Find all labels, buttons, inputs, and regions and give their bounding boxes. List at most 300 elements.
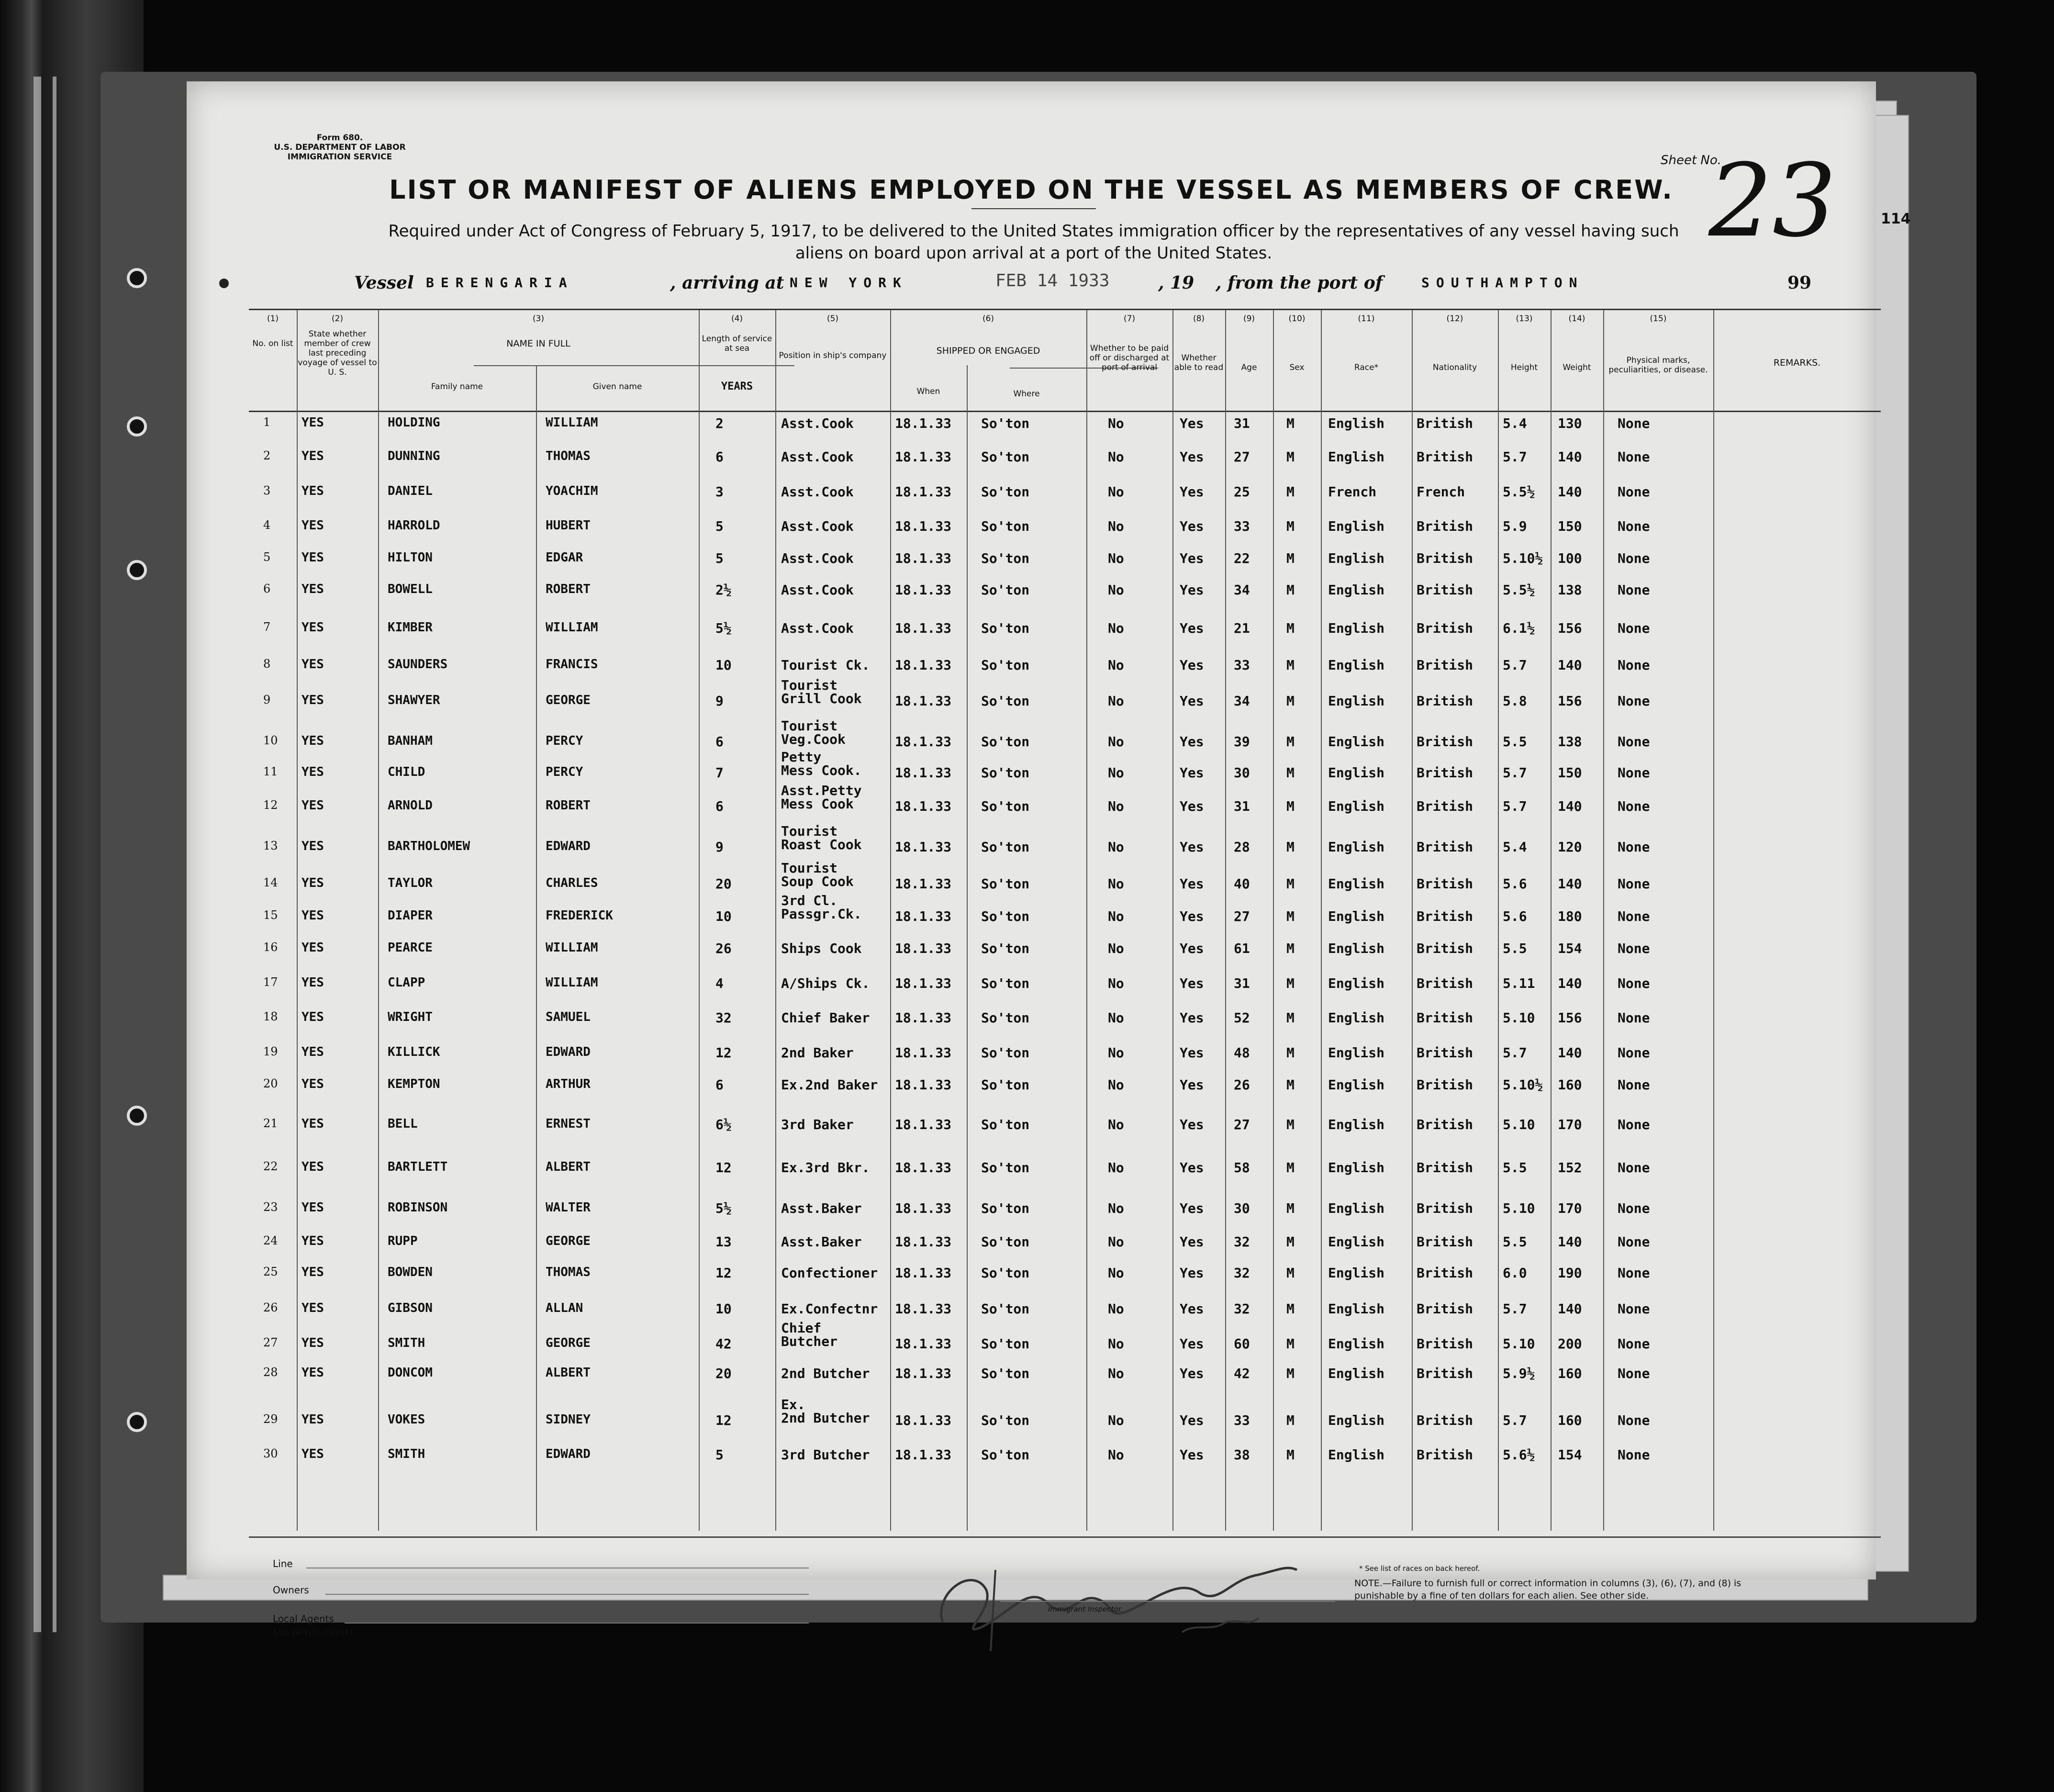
shipped-where-cell: So'ton <box>981 1010 1030 1026</box>
inspector-label: Immigrant Inspector. <box>1048 1605 1123 1613</box>
given-name-cell: SAMUEL <box>546 1010 591 1024</box>
weight-cell: 140 <box>1558 1045 1582 1061</box>
row-number: 11 <box>263 765 278 778</box>
given-name-cell: GEORGE <box>546 693 591 707</box>
previous-voyage-cell: YES <box>301 1010 324 1024</box>
column-divider <box>1713 310 1714 1531</box>
nationality-cell: British <box>1417 734 1474 750</box>
previous-voyage-cell: YES <box>301 484 324 498</box>
shipped-where-cell: So'ton <box>981 1117 1030 1132</box>
height-cell: 5.8 <box>1503 693 1527 709</box>
name-subrule <box>474 365 794 366</box>
shipped-where-cell: So'ton <box>981 839 1030 855</box>
race-cell: English <box>1328 1366 1385 1381</box>
family-name-cell: ROBINSON <box>388 1200 448 1215</box>
shipped-when-cell: 18.1.33 <box>895 415 952 431</box>
age-cell: 32 <box>1234 1234 1250 1250</box>
row-number: 27 <box>263 1336 278 1349</box>
physical-marks-cell: None <box>1618 1010 1650 1026</box>
family-name-cell: BANHAM <box>388 734 433 748</box>
position-cell: 2nd Baker <box>781 1045 854 1061</box>
age-cell: 61 <box>1234 941 1250 956</box>
shipped-when-cell: 18.1.33 <box>895 484 952 500</box>
position-cell: Tourist Ck. <box>781 657 870 673</box>
family-name-cell: DONCOM <box>388 1366 433 1380</box>
given-name-cell: EDWARD <box>546 1447 591 1461</box>
shipped-when-cell: 18.1.33 <box>895 876 952 892</box>
paid-off-cell: No <box>1108 449 1124 465</box>
years-service-cell: 5 <box>715 1447 724 1463</box>
nationality-cell: British <box>1417 449 1474 465</box>
race-cell: English <box>1328 975 1385 991</box>
position-cell: Tourist Grill Cook <box>781 677 862 706</box>
race-cell: English <box>1328 1265 1385 1281</box>
shipped-where-cell: So'ton <box>981 1200 1030 1216</box>
sex-cell: M <box>1286 1010 1295 1026</box>
nationality-cell: British <box>1417 1301 1474 1317</box>
line-label: Line <box>273 1558 293 1569</box>
weight-cell: 160 <box>1558 1366 1582 1381</box>
years-service-cell: 42 <box>715 1336 732 1352</box>
family-name-cell: DUNNING <box>388 449 440 463</box>
race-cell: English <box>1328 1045 1385 1061</box>
column-divider <box>378 310 379 1531</box>
paid-off-cell: No <box>1108 1234 1124 1250</box>
previous-voyage-cell: YES <box>301 1265 324 1279</box>
physical-marks-cell: None <box>1618 765 1650 781</box>
weight-cell: 140 <box>1558 798 1582 814</box>
shipped-where-cell: So'ton <box>981 1234 1030 1250</box>
sex-cell: M <box>1286 449 1295 465</box>
weight-cell: 120 <box>1558 839 1582 855</box>
sex-cell: M <box>1286 1200 1295 1216</box>
shipped-when-cell: 18.1.33 <box>895 1117 952 1132</box>
able-to-read-cell: Yes <box>1180 1234 1204 1250</box>
column-number: (5) <box>826 314 839 324</box>
previous-voyage-cell: YES <box>301 415 324 430</box>
sex-cell: M <box>1286 876 1295 892</box>
shipped-where-cell: So'ton <box>981 908 1030 924</box>
paid-off-cell: No <box>1108 839 1124 855</box>
column-divider <box>967 365 968 1531</box>
physical-marks-cell: None <box>1618 1077 1650 1093</box>
previous-voyage-cell: YES <box>301 1412 324 1427</box>
header-race: Race* <box>1354 363 1379 372</box>
sex-cell: M <box>1286 1077 1295 1093</box>
previous-voyage-cell: YES <box>301 1301 324 1315</box>
able-to-read-cell: Yes <box>1180 657 1204 673</box>
sex-cell: M <box>1286 975 1295 991</box>
height-cell: 5.7 <box>1503 1412 1527 1428</box>
row-number: 4 <box>263 518 271 532</box>
paid-off-cell: No <box>1108 941 1124 956</box>
physical-marks-cell: None <box>1618 1200 1650 1216</box>
age-cell: 27 <box>1234 1117 1250 1132</box>
column-number: (2) <box>331 314 344 324</box>
race-cell: English <box>1328 1200 1385 1216</box>
shipped-where-cell: So'ton <box>981 765 1030 781</box>
header-remarks: REMARKS. <box>1773 358 1821 368</box>
family-name-cell: KEMPTON <box>388 1077 440 1091</box>
race-cell: English <box>1328 1077 1385 1093</box>
penalty-note: NOTE.—Failure to furnish full or correct information in columns (3), (6), (7), and (8) is punishable by a fine of ten dollars for each alien. See other side. <box>1354 1578 1741 1601</box>
header-when: When <box>916 387 940 396</box>
nationality-cell: British <box>1417 550 1474 566</box>
physical-marks-cell: None <box>1618 734 1650 750</box>
sex-cell: M <box>1286 798 1295 814</box>
given-name-cell: THOMAS <box>546 1265 591 1279</box>
given-name-cell: ALBERT <box>546 1366 591 1380</box>
paid-off-cell: No <box>1108 1447 1124 1463</box>
column-number: (7) <box>1123 314 1136 324</box>
age-cell: 27 <box>1234 449 1250 465</box>
header-family-name: Family name <box>431 382 483 392</box>
sex-cell: M <box>1286 415 1295 431</box>
weight-cell: 170 <box>1558 1200 1582 1216</box>
age-cell: 31 <box>1234 415 1250 431</box>
family-name-cell: BOWDEN <box>388 1265 433 1279</box>
row-number: 16 <box>263 941 278 954</box>
weight-cell: 160 <box>1558 1412 1582 1428</box>
shipped-when-cell: 18.1.33 <box>895 449 952 465</box>
given-name-cell: GEORGE <box>546 1336 591 1350</box>
row-number: 19 <box>263 1045 278 1058</box>
shipped-where-cell: So'ton <box>981 1265 1030 1281</box>
given-name-cell: FRANCIS <box>546 657 598 672</box>
given-name-cell: EDWARD <box>546 839 591 853</box>
race-cell: English <box>1328 1010 1385 1026</box>
position-cell: Tourist Veg.Cook <box>781 718 846 747</box>
department-name: U.S. DEPARTMENT OF LABOR <box>274 143 406 152</box>
physical-marks-cell: None <box>1618 657 1650 673</box>
given-name-cell: WILLIAM <box>546 975 598 990</box>
race-cell: English <box>1328 798 1385 814</box>
family-name-cell: HARROLD <box>388 518 440 533</box>
row-number: 6 <box>263 582 271 595</box>
column-number: (12) <box>1446 314 1463 324</box>
weight-cell: 140 <box>1558 1301 1582 1317</box>
height-cell: 5.7 <box>1503 798 1527 814</box>
race-cell: English <box>1328 550 1385 566</box>
physical-marks-cell: None <box>1618 1301 1650 1317</box>
age-cell: 22 <box>1234 550 1250 566</box>
shipped-where-cell: So'ton <box>981 550 1030 566</box>
sheet-number: 23 <box>1708 142 1837 259</box>
row-number: 24 <box>263 1234 278 1247</box>
shipped-when-cell: 18.1.33 <box>895 941 952 956</box>
service-name: IMMIGRATION SERVICE <box>287 152 392 162</box>
punch-hole <box>127 1106 147 1126</box>
previous-voyage-cell: YES <box>301 1336 324 1350</box>
nationality-cell: British <box>1417 582 1474 598</box>
sex-cell: M <box>1286 1117 1295 1132</box>
position-cell: Asst.Cook <box>781 484 854 500</box>
previous-voyage-cell: YES <box>301 765 324 779</box>
paid-off-cell: No <box>1108 582 1124 598</box>
previous-voyage-cell: YES <box>301 518 324 533</box>
shipped-when-cell: 18.1.33 <box>895 1412 952 1428</box>
height-cell: 5.5 <box>1503 734 1527 750</box>
row-number: 21 <box>263 1117 278 1130</box>
given-name-cell: PERCY <box>546 734 583 748</box>
sex-cell: M <box>1286 839 1295 855</box>
able-to-read-cell: Yes <box>1180 1045 1204 1061</box>
able-to-read-cell: Yes <box>1180 839 1204 855</box>
age-cell: 34 <box>1234 693 1250 709</box>
bullet-icon <box>219 279 229 288</box>
family-name-cell: PEARCE <box>388 941 433 955</box>
given-name-cell: ALBERT <box>546 1160 591 1174</box>
race-cell: English <box>1328 1412 1385 1428</box>
able-to-read-cell: Yes <box>1180 1265 1204 1281</box>
shipped-when-cell: 18.1.33 <box>895 734 952 750</box>
height-cell: 5.7 <box>1503 1045 1527 1061</box>
age-cell: 32 <box>1234 1265 1250 1281</box>
previous-voyage-cell: YES <box>301 734 324 748</box>
weight-cell: 140 <box>1558 657 1582 673</box>
race-cell: English <box>1328 941 1385 956</box>
shipped-when-cell: 18.1.33 <box>895 798 952 814</box>
sex-cell: M <box>1286 1160 1295 1176</box>
departure-port: SOUTHAMPTON <box>1421 275 1584 291</box>
paid-off-cell: No <box>1108 908 1124 924</box>
title-rule <box>971 208 1096 209</box>
shipped-where-cell: So'ton <box>981 876 1030 892</box>
shipped-where-cell: So'ton <box>981 1447 1030 1463</box>
nationality-cell: British <box>1417 1336 1474 1352</box>
subtitle-line: aliens on board upon arrival at a port of the United States. <box>795 244 1273 263</box>
years-service-cell: 9 <box>715 693 724 709</box>
row-number: 20 <box>263 1077 278 1090</box>
position-cell: Asst.Cook <box>781 415 854 431</box>
given-name-cell: SIDNEY <box>546 1412 591 1427</box>
paid-off-cell: No <box>1108 620 1124 636</box>
row-number: 7 <box>263 620 271 634</box>
height-cell: 5.6 <box>1503 908 1527 924</box>
position-cell: 3rd Cl. Passgr.Ck. <box>781 893 862 922</box>
age-cell: 33 <box>1234 1412 1250 1428</box>
paid-off-cell: No <box>1108 1010 1124 1026</box>
shipped-when-cell: 18.1.33 <box>895 1045 952 1061</box>
header-height: Height <box>1510 363 1538 372</box>
print-code: 1/32 24/413—25/2484 <box>273 1628 354 1637</box>
given-name-cell: ROBERT <box>546 582 591 596</box>
previous-voyage-cell: YES <box>301 1200 324 1215</box>
weight-cell: 140 <box>1558 876 1582 892</box>
able-to-read-cell: Yes <box>1180 765 1204 781</box>
weight-cell: 140 <box>1558 449 1582 465</box>
physical-marks-cell: None <box>1618 449 1650 465</box>
height-cell: 5.10½ <box>1503 1077 1543 1093</box>
position-cell: Confectioner <box>781 1265 878 1281</box>
shipped-where-cell: So'ton <box>981 1077 1030 1093</box>
given-name-cell: HUBERT <box>546 518 591 533</box>
years-service-cell: 6 <box>715 734 724 750</box>
nationality-cell: British <box>1417 1077 1474 1093</box>
given-name-cell: GEORGE <box>546 1234 591 1248</box>
height-cell: 5.11 <box>1503 975 1535 991</box>
header-rule <box>249 411 1881 412</box>
row-number: 9 <box>263 693 271 706</box>
physical-marks-cell: None <box>1618 798 1650 814</box>
nationality-cell: British <box>1417 1366 1474 1381</box>
years-service-cell: 32 <box>715 1010 732 1026</box>
height-cell: 5.6 <box>1503 876 1527 892</box>
column-divider <box>1498 310 1499 1531</box>
sheet-label: Sheet No. <box>1661 153 1722 168</box>
age-cell: 33 <box>1234 518 1250 534</box>
row-number: 22 <box>263 1160 278 1173</box>
shipped-when-cell: 18.1.33 <box>895 620 952 636</box>
header-years: YEARS <box>721 381 753 392</box>
shipped-where-cell: So'ton <box>981 1336 1030 1352</box>
position-cell: Tourist Soup Cook <box>781 860 854 889</box>
column-number: (11) <box>1358 314 1375 324</box>
given-name-cell: WILLIAM <box>546 620 598 635</box>
height-cell: 5.5 <box>1503 1234 1527 1250</box>
able-to-read-cell: Yes <box>1180 1336 1204 1352</box>
family-name-cell: TAYLOR <box>388 876 433 890</box>
given-name-cell: WILLIAM <box>546 415 598 430</box>
shipped-when-cell: 18.1.33 <box>895 1010 952 1026</box>
position-cell: Tourist Roast Cook <box>781 823 862 852</box>
physical-marks-cell: None <box>1618 484 1650 500</box>
years-service-cell: 12 <box>715 1265 732 1281</box>
height-cell: 5.10 <box>1503 1200 1535 1216</box>
race-cell: English <box>1328 518 1385 534</box>
years-service-cell: 10 <box>715 657 732 673</box>
row-number: 30 <box>263 1447 278 1460</box>
physical-marks-cell: None <box>1618 1234 1650 1250</box>
weight-cell: 140 <box>1558 975 1582 991</box>
height-cell: 5.5 <box>1503 941 1527 956</box>
height-cell: 5.7 <box>1503 449 1527 465</box>
race-cell: English <box>1328 1447 1385 1463</box>
shipped-when-cell: 18.1.33 <box>895 518 952 534</box>
weight-cell: 140 <box>1558 1234 1582 1250</box>
family-name-cell: RUPP <box>388 1234 418 1248</box>
nationality-cell: British <box>1417 1447 1474 1463</box>
height-cell: 5.6½ <box>1503 1447 1535 1463</box>
years-service-cell: 2 <box>715 415 724 431</box>
given-name-cell: THOMAS <box>546 449 591 463</box>
nationality-cell: British <box>1417 1234 1474 1250</box>
position-cell: Petty Mess Cook. <box>781 749 862 778</box>
physical-marks-cell: None <box>1618 415 1650 431</box>
column-number: (15) <box>1650 314 1667 324</box>
subtitle-line: Required under Act of Congress of February 5, 1917, to be delivered to the United States immigration officer by the representatives of any vessel having such <box>388 222 1679 241</box>
physical-marks-cell: None <box>1618 693 1650 709</box>
race-cell: English <box>1328 908 1385 924</box>
shipped-when-cell: 18.1.33 <box>895 693 952 709</box>
paid-off-cell: No <box>1108 1045 1124 1061</box>
height-cell: 5.10 <box>1503 1010 1535 1026</box>
given-name-cell: EDWARD <box>546 1045 591 1059</box>
header-paid-off: Whether to be paid off or discharged at port of arrival <box>1089 344 1170 372</box>
family-name-cell: VOKES <box>388 1412 425 1427</box>
column-number: (4) <box>731 314 743 324</box>
age-cell: 28 <box>1234 839 1250 855</box>
race-cell: English <box>1328 839 1385 855</box>
height-cell: 5.10½ <box>1503 550 1543 566</box>
paid-off-cell: No <box>1108 693 1124 709</box>
able-to-read-cell: Yes <box>1180 693 1204 709</box>
height-cell: 5.7 <box>1503 765 1527 781</box>
paid-off-cell: No <box>1108 415 1124 431</box>
years-service-cell: 6 <box>715 798 724 814</box>
able-to-read-cell: Yes <box>1180 908 1204 924</box>
age-cell: 39 <box>1234 734 1250 750</box>
weight-cell: 154 <box>1558 1447 1582 1463</box>
paid-off-cell: No <box>1108 1117 1124 1132</box>
header-length-of-service: Length of service at sea <box>702 334 772 353</box>
years-service-cell: 13 <box>715 1234 732 1250</box>
header-where: Where <box>1013 389 1040 399</box>
age-cell: 34 <box>1234 582 1250 598</box>
previous-voyage-cell: YES <box>301 1234 324 1248</box>
previous-voyage-cell: YES <box>301 693 324 707</box>
row-number: 1 <box>263 415 271 429</box>
physical-marks-cell: None <box>1618 1265 1650 1281</box>
able-to-read-cell: Yes <box>1180 518 1204 534</box>
nationality-cell: British <box>1417 657 1474 673</box>
header-sex: Sex <box>1289 363 1305 372</box>
previous-voyage-cell: YES <box>301 550 324 565</box>
height-cell: 5.9½ <box>1503 1366 1535 1381</box>
position-cell: Ex.2nd Baker <box>781 1077 878 1093</box>
height-cell: 5.7 <box>1503 1301 1527 1317</box>
years-service-cell: 5 <box>715 550 724 566</box>
age-cell: 30 <box>1234 1200 1250 1216</box>
binder-strip <box>53 77 56 1632</box>
sex-cell: M <box>1286 693 1295 709</box>
able-to-read-cell: Yes <box>1180 734 1204 750</box>
able-to-read-cell: Yes <box>1180 798 1204 814</box>
race-cell: English <box>1328 1336 1385 1352</box>
family-name-cell: BOWELL <box>388 582 433 596</box>
nationality-cell: British <box>1417 941 1474 956</box>
nationality-cell: British <box>1417 876 1474 892</box>
column-number: (6) <box>982 314 994 324</box>
family-name-cell: CHILD <box>388 765 425 779</box>
weight-cell: 138 <box>1558 734 1582 750</box>
years-service-cell: 7 <box>715 765 724 781</box>
column-divider <box>1225 310 1226 1531</box>
position-cell: A/Ships Ck. <box>781 975 870 991</box>
physical-marks-cell: None <box>1618 941 1650 956</box>
sex-cell: M <box>1286 518 1295 534</box>
column-divider <box>1273 310 1274 1531</box>
inspector-signature <box>914 1522 1393 1656</box>
column-divider <box>699 310 700 1531</box>
shipped-when-cell: 18.1.33 <box>895 908 952 924</box>
paid-off-cell: No <box>1108 798 1124 814</box>
position-cell: Asst.Petty Mess Cook <box>781 783 862 812</box>
previous-voyage-cell: YES <box>301 620 324 635</box>
row-number: 28 <box>263 1366 278 1379</box>
header-nationality: Nationality <box>1432 363 1477 372</box>
row-number: 26 <box>263 1301 278 1314</box>
years-service-cell: 6 <box>715 1077 724 1093</box>
weight-cell: 150 <box>1558 518 1582 534</box>
agents-label: Local Agents <box>273 1613 334 1624</box>
age-cell: 58 <box>1234 1160 1250 1176</box>
given-name-cell: PERCY <box>546 765 583 779</box>
given-name-cell: YOACHIM <box>546 484 598 498</box>
age-cell: 27 <box>1234 908 1250 924</box>
weight-cell: 156 <box>1558 620 1582 636</box>
sex-cell: M <box>1286 657 1295 673</box>
